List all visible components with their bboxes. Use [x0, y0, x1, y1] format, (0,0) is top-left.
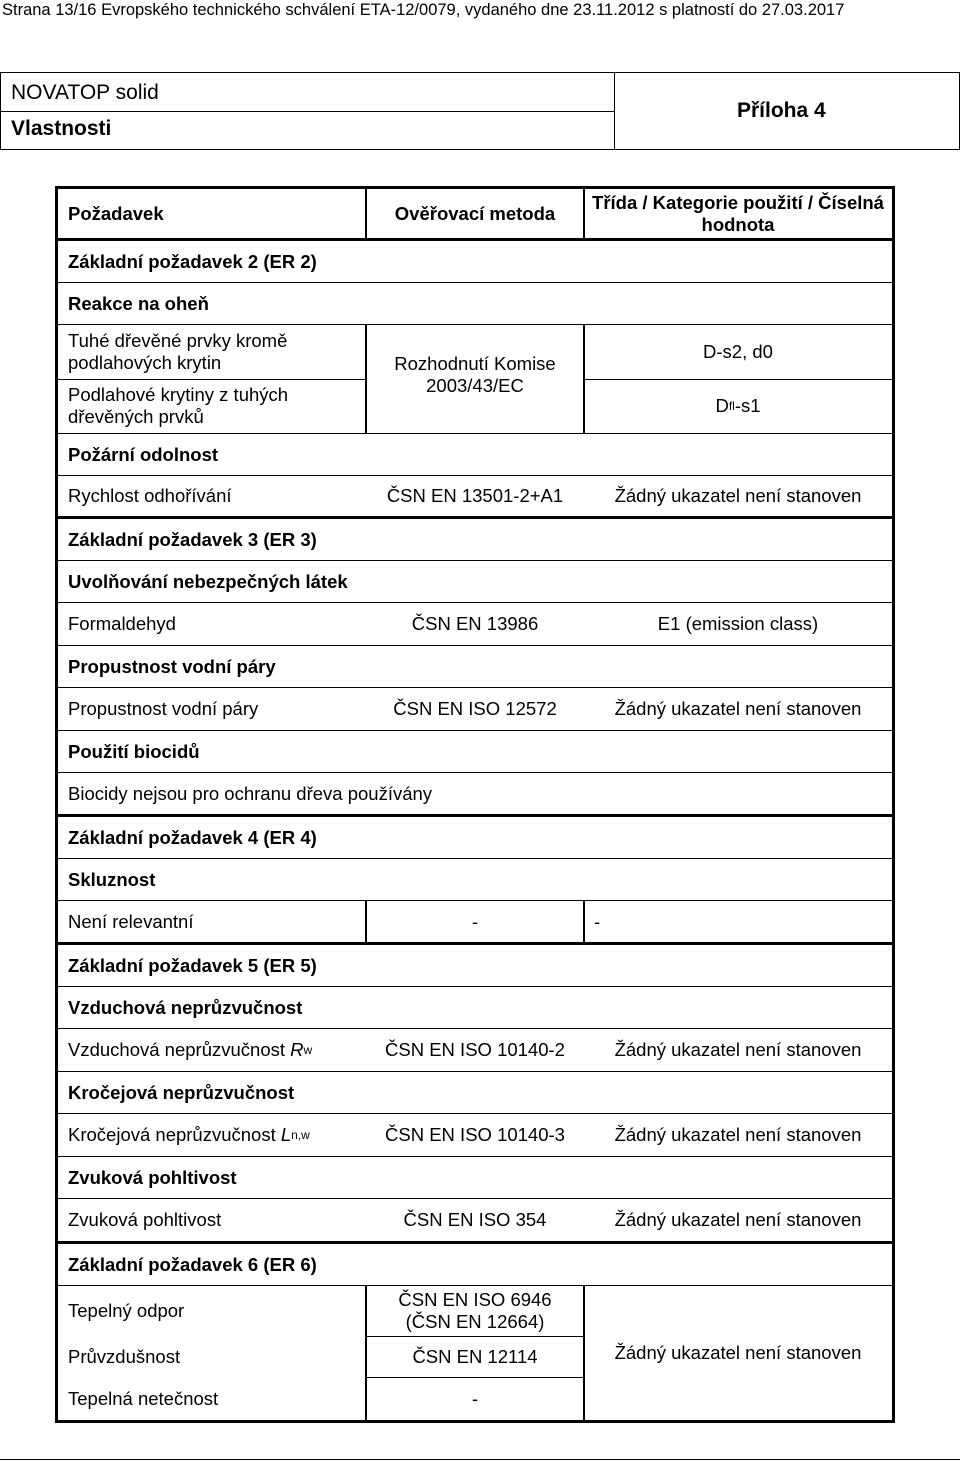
- table-header-row: [58, 189, 892, 238]
- burn-rate-label: Rychlost odhořívání: [68, 485, 232, 506]
- vapour-heading: Propustnost vodní páry: [68, 655, 276, 677]
- impact-value: Žádný ukazatel není stanoven: [614, 1124, 862, 1145]
- header-divider: [1, 111, 614, 112]
- header-requirement: Požadavek: [68, 202, 164, 224]
- table-row: [58, 773, 892, 814]
- er3-heading: Základní požadavek 3 (ER 3): [68, 528, 317, 550]
- airborne-heading: Vzduchová neprůzvučnost: [68, 996, 303, 1018]
- er6-value: Žádný ukazatel není stanoven: [614, 1342, 862, 1363]
- burn-rate-method: ČSN EN 13501-2+A1: [386, 485, 564, 506]
- column-divider: [365, 325, 367, 433]
- section-title: Vlastnosti: [11, 117, 112, 140]
- table-row: [58, 434, 892, 475]
- column-divider: [365, 901, 367, 942]
- slip-heading: Skluznost: [68, 868, 156, 890]
- row-divider: [584, 379, 892, 380]
- page-bottom-rule: [0, 1459, 960, 1460]
- thermal-inertia-label: Tepelná netečnost: [68, 1388, 219, 1409]
- column-divider: [583, 901, 585, 942]
- table-row: [58, 241, 892, 282]
- document-header: [0, 72, 960, 150]
- row-divider: [58, 379, 366, 380]
- absorption-heading: Zvuková pohltivost: [68, 1166, 237, 1188]
- absorption-method: ČSN EN ISO 354: [403, 1209, 547, 1230]
- column-divider: [365, 1286, 367, 1420]
- air-permeability-label: Průvzdušnost: [68, 1346, 181, 1367]
- table-row: [58, 603, 892, 645]
- impact-method: ČSN EN ISO 10140-3: [385, 1124, 565, 1145]
- er5-heading: Základní požadavek 5 (ER 5): [68, 954, 317, 976]
- page-header: Strana 13/16 Evropského technického schválení ETA-12/0079, vydaného dne 23.11.2012 s platností do 27.03.2017: [2, 1, 845, 19]
- header-method: Ověřovací metoda: [394, 202, 556, 224]
- impact-label: Kročejová neprůzvučnost L n,w: [68, 1124, 310, 1145]
- thermal-resistance-label: Tepelný odpor: [68, 1300, 185, 1321]
- table-row: [58, 1244, 892, 1285]
- class-solid-wood: D-s2, d0: [703, 341, 773, 362]
- fire-reaction-heading: Reakce na oheň: [68, 292, 209, 314]
- vapour-value: Žádný ukazatel není stanoven: [614, 698, 862, 719]
- formaldehyde-label: Formaldehyd: [68, 613, 176, 634]
- properties-table: [55, 186, 895, 1423]
- table-row: [58, 901, 892, 942]
- table-row: [58, 731, 892, 772]
- hazardous-heading: Uvolňování nebezpečných látek: [68, 570, 348, 592]
- table-row: [58, 987, 892, 1028]
- table-row: [58, 1157, 892, 1198]
- table-row: [58, 476, 892, 516]
- annex-label: Příloha 4: [737, 99, 826, 122]
- column-divider: [583, 1286, 585, 1420]
- air-permeability-method: ČSN EN 12114: [412, 1346, 538, 1367]
- class-floor-cover: D fl -s1: [715, 395, 761, 416]
- table-row: [58, 1199, 892, 1241]
- biocides-text: Biocidy nejsou pro ochranu dřeva používány: [68, 782, 433, 804]
- thermal-resistance-method: ČSN EN ISO 6946 (ČSN EN 12664): [398, 1289, 552, 1332]
- table-row: [58, 1286, 892, 1420]
- product-name: NOVATOP solid: [11, 81, 159, 104]
- table-row: [58, 1114, 892, 1156]
- airborne-label: Vzduchová neprůzvučnost R w: [68, 1039, 313, 1060]
- table-row: [58, 859, 892, 900]
- table-row: [58, 646, 892, 687]
- solid-wood-label: Tuhé dřevěné prvky kromě podlahových krytin: [68, 330, 288, 373]
- absorption-value: Žádný ukazatel není stanoven: [614, 1209, 862, 1230]
- fire-resistance-heading: Požární odolnost: [68, 443, 219, 465]
- formaldehyde-method: ČSN EN 13986: [411, 613, 539, 634]
- absorption-label: Zvuková pohltivost: [68, 1209, 222, 1230]
- column-divider: [583, 325, 585, 433]
- formaldehyde-class: E1 (emission class): [657, 613, 819, 634]
- table-row: [58, 817, 892, 858]
- decision-method: Rozhodnutí Komise 2003/43/EC: [394, 353, 556, 396]
- table-row: [58, 1072, 892, 1113]
- table-row: [58, 1029, 892, 1071]
- table-row: [58, 688, 892, 730]
- table-row: [58, 519, 892, 560]
- airborne-method: ČSN EN ISO 10140-2: [385, 1039, 565, 1060]
- header-class: Třída / Kategorie použití / Číselná hodnota: [592, 191, 884, 235]
- not-relevant-label: Není relevantní: [68, 910, 194, 932]
- column-divider: [365, 189, 367, 238]
- document-header-left: [1, 73, 615, 149]
- table-row: [58, 945, 892, 986]
- airborne-value: Žádný ukazatel není stanoven: [614, 1039, 862, 1060]
- column-divider: [583, 189, 585, 238]
- er2-heading: Základní požadavek 2 (ER 2): [68, 250, 317, 272]
- vapour-method: ČSN EN ISO 12572: [393, 698, 557, 719]
- table-row: [58, 561, 892, 602]
- er6-heading: Základní požadavek 6 (ER 6): [68, 1253, 317, 1275]
- er4-heading: Základní požadavek 4 (ER 4): [68, 826, 317, 848]
- biocides-heading: Použití biocidů: [68, 740, 200, 762]
- vapour-label: Propustnost vodní páry: [68, 698, 259, 719]
- slip-method: -: [471, 910, 479, 932]
- impact-heading: Kročejová neprůzvučnost: [68, 1081, 295, 1103]
- floor-cover-label: Podlahové krytiny z tuhých dřevěných prvků: [68, 384, 289, 427]
- table-row: [58, 283, 892, 324]
- thermal-inertia-method: -: [471, 1388, 479, 1409]
- slip-value: -: [594, 910, 601, 932]
- burn-rate-value: Žádný ukazatel není stanoven: [614, 485, 862, 506]
